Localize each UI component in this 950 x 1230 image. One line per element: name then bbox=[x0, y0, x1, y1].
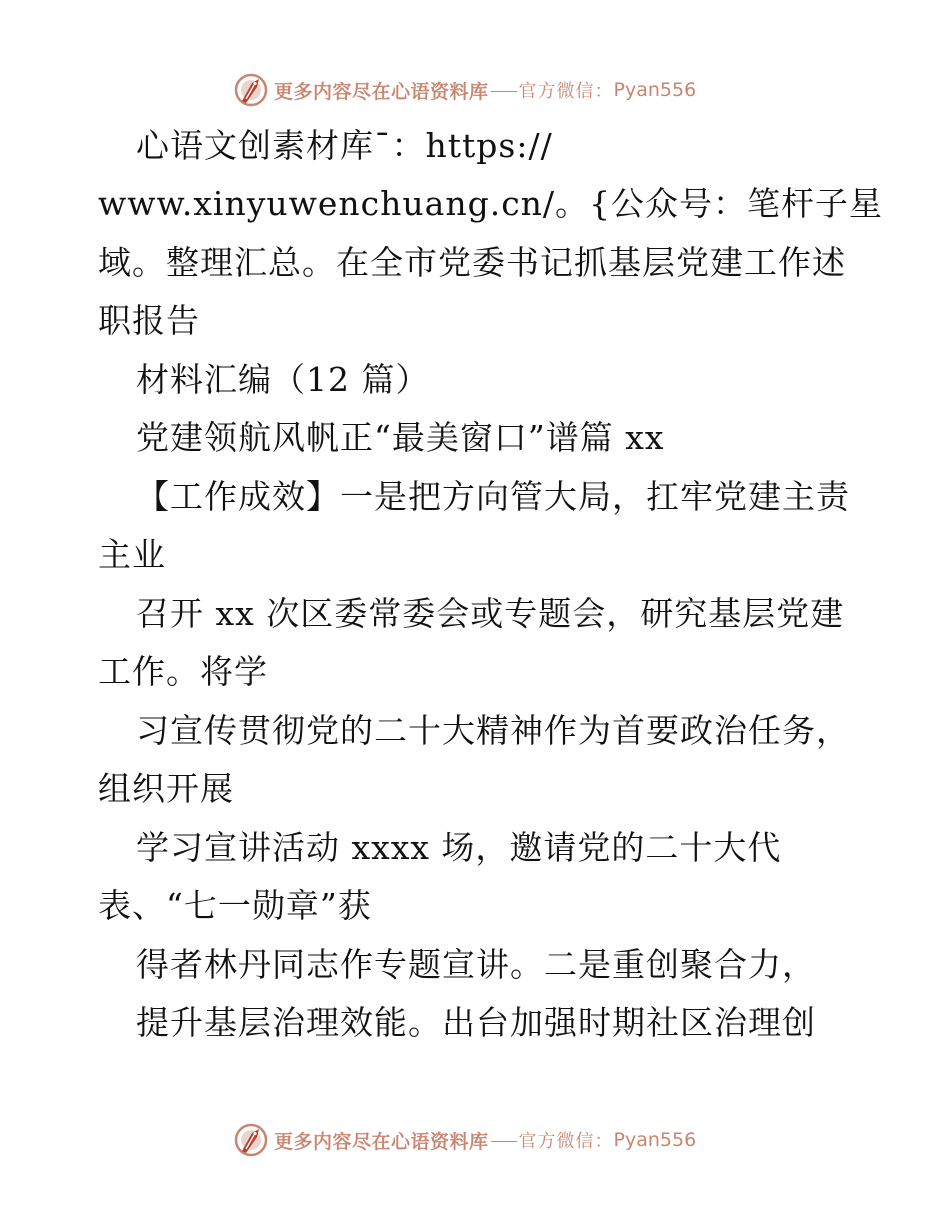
body-line: 得者林丹同志作专题宣讲。二是重创聚合力， bbox=[136, 945, 816, 984]
footer-banner bbox=[232, 1120, 696, 1160]
pen-nib-logo-icon bbox=[232, 1121, 270, 1159]
pen-nib-logo-icon bbox=[232, 71, 270, 109]
body-line: 【工作成效】一是把方向管大局，扛牢党建主责 bbox=[136, 477, 850, 516]
body-line: 党建领航风帆正“最美窗口”谱篇 xx bbox=[136, 418, 665, 457]
body-line: 职报告 bbox=[98, 301, 200, 340]
wechat-id: Pyan556 bbox=[613, 1129, 697, 1151]
body-line: 主业 bbox=[98, 535, 166, 574]
body-line: 召开 xx 次区委常委会或专题会，研究基层党建 bbox=[136, 594, 845, 633]
separator-dash bbox=[491, 91, 517, 92]
brand-text: 更多内容尽在心语资料库 bbox=[274, 80, 489, 103]
body-line: 习宣传贯彻党的二十大精神作为首要政治任务， bbox=[136, 711, 850, 750]
body-line: 学习宣讲活动 xxxx 场，邀请党的二十大代 bbox=[136, 828, 782, 867]
body-line: 域。整理汇总。在全市党委书记抓基层党建工作述 bbox=[98, 243, 846, 282]
body-line: 工作。将学 bbox=[98, 652, 268, 691]
body-line: 提升基层治理效能。出台加强时期社区治理创 bbox=[136, 1003, 816, 1042]
body-line: www.xinyuwenchuang.cn/。{公众号：笔杆子星 bbox=[98, 184, 884, 223]
separator-dash bbox=[491, 1141, 517, 1142]
body-line: 心语文创素材库¯：https:// bbox=[136, 126, 553, 165]
body-line: 表、“七一勋章”获 bbox=[98, 886, 372, 925]
header-banner bbox=[232, 70, 696, 110]
brand-text: 更多内容尽在心语资料库 bbox=[274, 1130, 489, 1153]
body-line: 材料汇编（12 篇） bbox=[136, 360, 430, 399]
wechat-label: 官方微信： bbox=[518, 81, 614, 102]
wechat-id: Pyan556 bbox=[613, 79, 697, 101]
body-line: 组织开展 bbox=[98, 769, 234, 808]
wechat-label: 官方微信： bbox=[518, 1131, 614, 1152]
